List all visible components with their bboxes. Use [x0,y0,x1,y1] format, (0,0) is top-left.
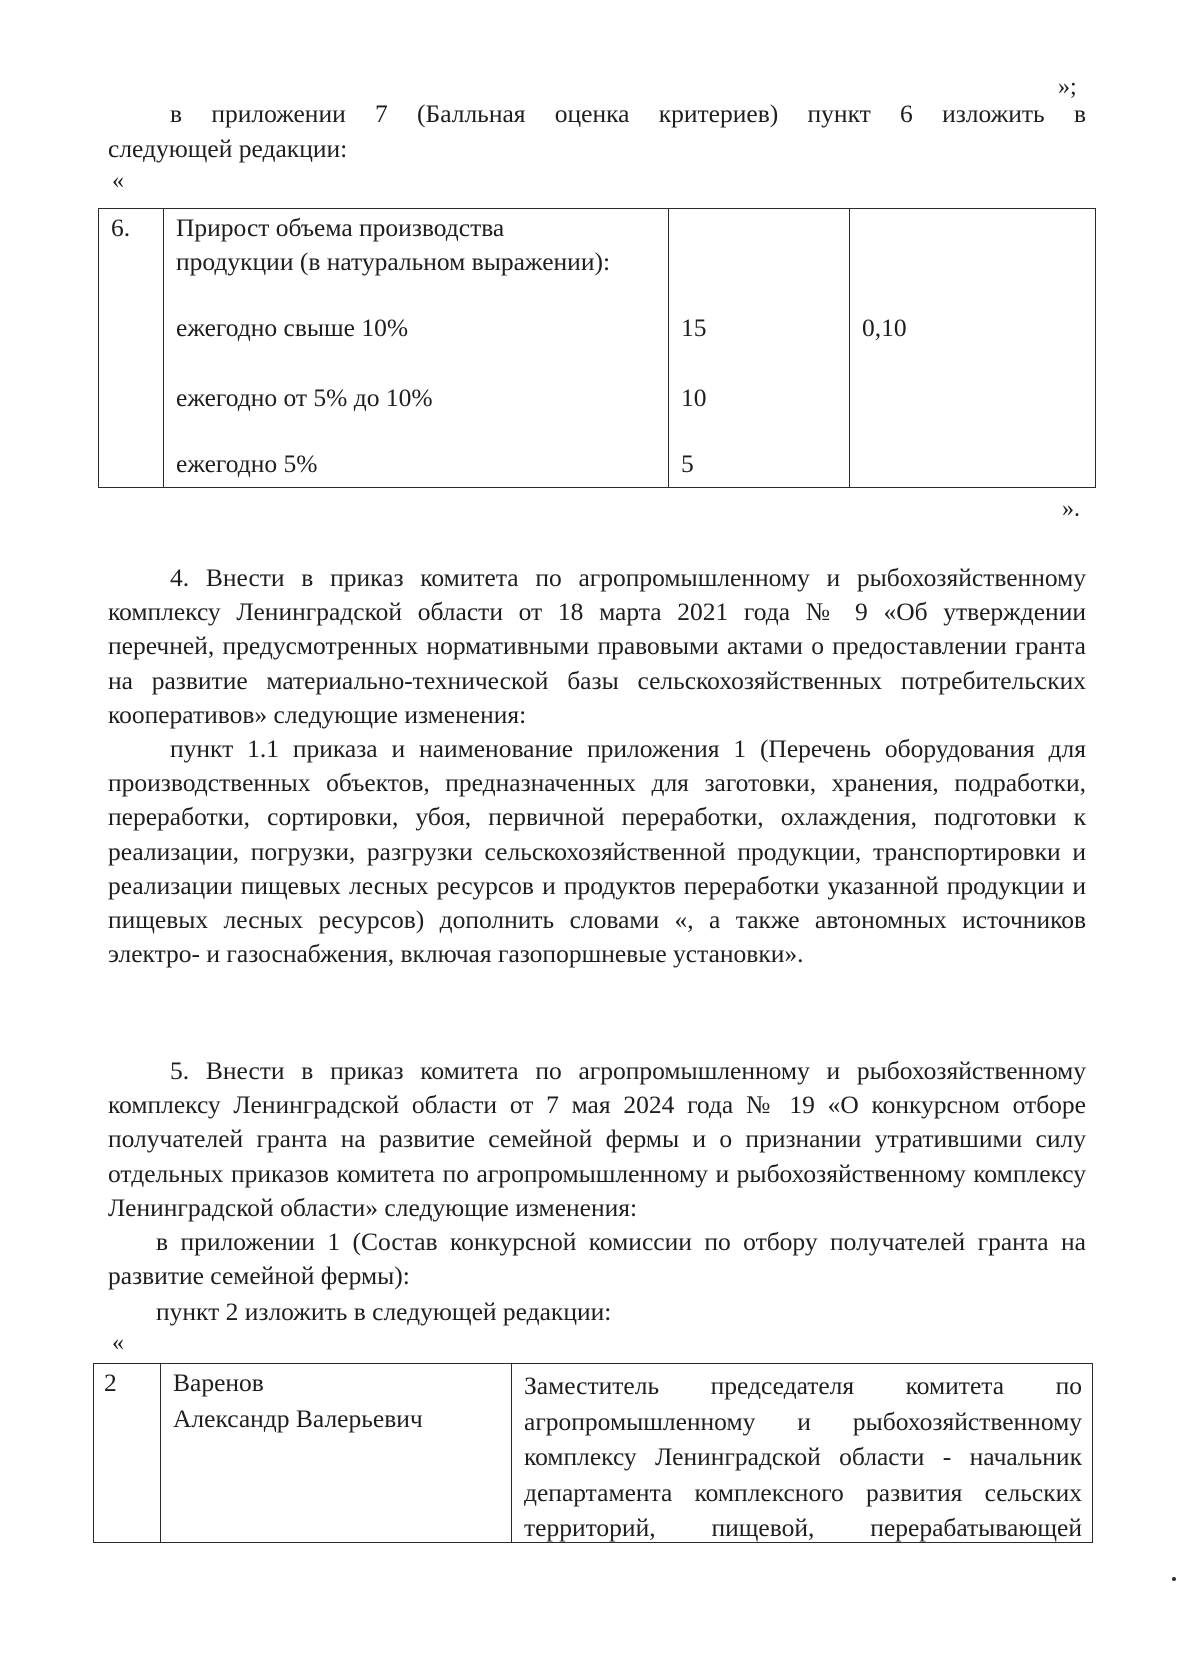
criteria-weight-cell [850,209,1096,488]
position-word: перерабатывающей [870,1513,1082,1543]
criteria-points-cell [669,209,850,488]
position-word: начальник [969,1442,1082,1472]
criteria-points-2: 10 [681,383,707,412]
scan-speck [1172,1577,1176,1581]
table2-open-quote: « [112,1330,124,1356]
section4-paragraph2: пункт 1.1 приказа и наименование приложения 1 (Перечень оборудования для производственных объектов, предназначенных для заготовки, хранения, подработки, переработки, сортировки, убоя, первичной переработки, охлаждения, подготовки к реализации, погрузки, разгрузки сельскохозяйственной продукции, транспортировки и реализации пищевых лесных ресурсов и продуктов переработки указанной продукции и пищевых лесных ресурсов) дополнить словами «, а также автономных источников электро- и газоснабжения, включая газопоршневые установки». [108,734,1086,969]
criteria-option-1: ежегодно свыше 10% [176,313,409,342]
criteria-option-2: ежегодно от 5% до 10% [176,383,433,412]
commission-num-cell [94,1364,161,1543]
criteria-points-3: 5 [681,449,694,478]
section5-paragraph3: пункт 2 изложить в следующей редакции: [156,1297,612,1327]
position-word: рыбохозяйственному [852,1406,1082,1436]
table1-open-quote: « [112,168,124,194]
commission-position-cell [512,1364,1093,1543]
position-line-1 [524,1368,1082,1404]
position-word: комплексу [524,1442,637,1472]
commission-num: 2 [104,1368,117,1397]
position-word: председателя [710,1371,855,1400]
position-word: агропромышленному [524,1406,756,1436]
position-line-5 [524,1510,1082,1546]
position-word: комитета [905,1371,1005,1400]
position-word: развития [866,1477,963,1507]
position-word: комплексного [694,1477,844,1507]
position-word: и [797,1406,811,1436]
criteria-points-1: 15 [681,313,707,342]
criteria-num: 6. [111,213,131,242]
commission-person-cell [161,1364,512,1543]
criteria-table [98,208,1096,488]
position-line-4 [524,1475,1082,1511]
position-line-2 [524,1404,1082,1440]
section3-line2: следующей редакции: [108,134,348,163]
criteria-title-line2: продукции (в натуральном выражении): [176,247,611,276]
position-word: - [942,1442,952,1472]
position-word: департамента [524,1477,673,1507]
section5 [108,1054,1086,1330]
commission-name: Александр Валерьевич [173,1404,423,1433]
position-word: территорий, [524,1513,656,1543]
commission-table [93,1363,1093,1543]
section3-tail [108,96,1086,166]
commission-surname: Варенов [173,1368,264,1397]
position-word: Ленинградской [655,1442,821,1472]
commission-position [524,1368,1082,1546]
criteria-desc-cell [164,209,669,488]
top-quote-close: »; [1058,74,1077,100]
section3-line1: в приложении 7 (Балльная оценка критериев) пункт 6 изложить в [170,99,1086,128]
position-word: сельских [984,1477,1082,1507]
position-word: пищевой, [711,1513,815,1543]
section4-paragraph1: 4. Внести в приказ комитета по агропромышленному и рыбохозяйственному комплексу Ленинградской области от 18 марта 2021 года № 9 «Об утверждении перечней, предусмотренных нормативными правовыми актами о предоставлении гранта на развитие материально-технической базы сельскохозяйственных потребительских кооперативов» следующие изменения: [108,563,1086,729]
position-line-3 [524,1439,1082,1475]
criteria-option-3: ежегодно 5% [176,449,318,478]
position-word: Заместитель [524,1371,660,1400]
criteria-num-cell [99,209,164,488]
criteria-weight: 0,10 [862,313,907,342]
section5-paragraph2: в приложении 1 (Состав конкурсной комиссии по отбору получателей гранта на развитие семейной фермы): [108,1227,1086,1291]
position-word: области [839,1442,925,1472]
position-word: по [1055,1371,1082,1400]
criteria-title-line1: Прирост объема производства [176,213,505,242]
section5-paragraph1: 5. Внести в приказ комитета по агропромышленному и рыбохозяйственному комплексу Ленинградской области от 7 мая 2024 года № 19 «О конкурсном отборе получателей гранта на развитие семейной фермы и о признании утратившими силу отдельных приказов комитета по агропромышленному и рыбохозяйственному комплексу Ленинградской области» следующие изменения: [108,1056,1086,1222]
table1-close-quote: ». [1062,496,1080,522]
section4 [108,561,1086,971]
